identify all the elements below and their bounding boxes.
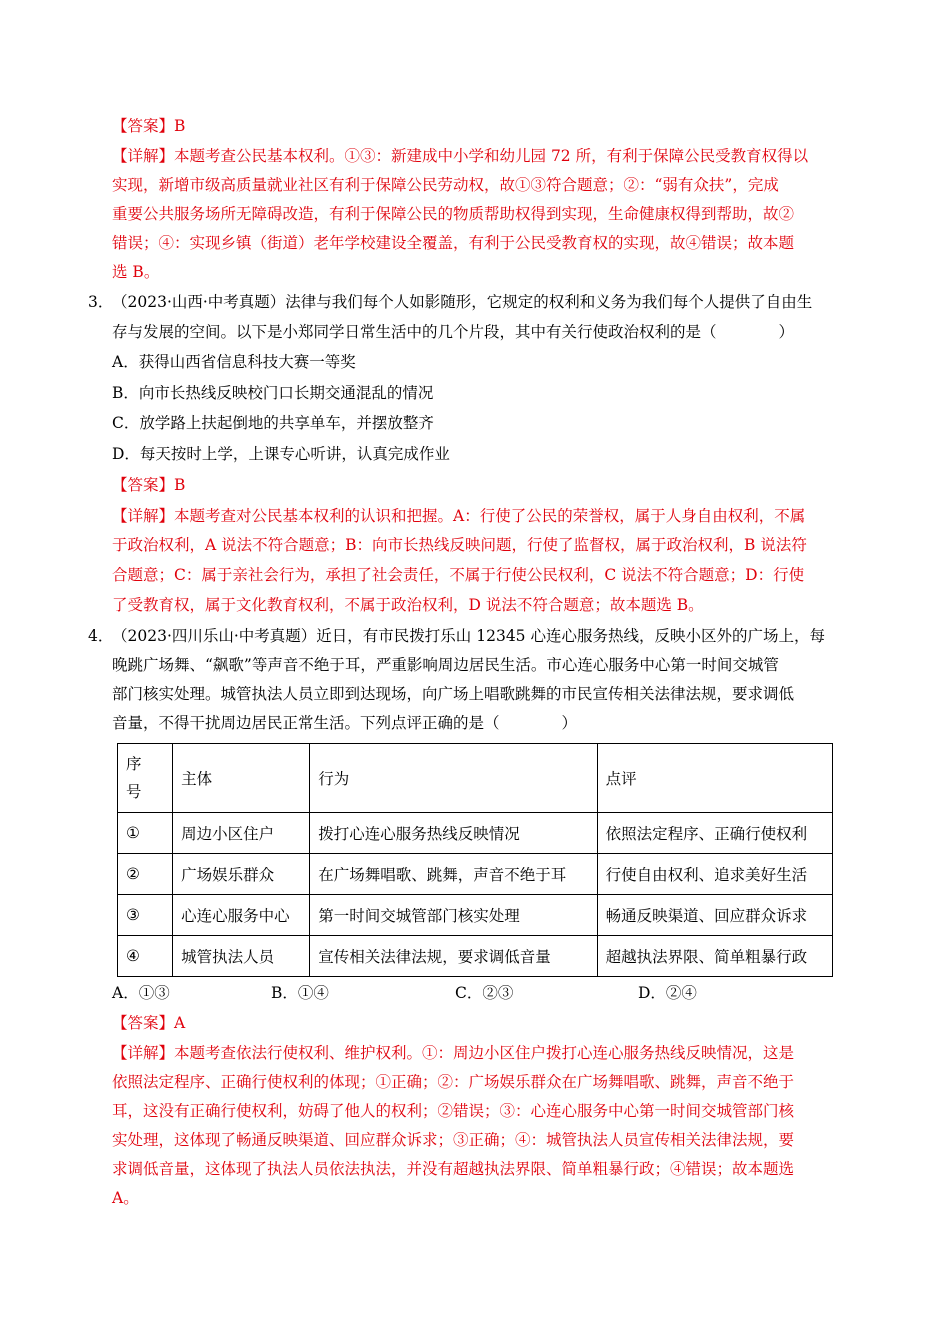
- detail-text: 本题考查依法行使权利、维护权利。①：周边小区住户拨打心连心服务热线反映情况，这是: [174, 1044, 795, 1062]
- header-index: [118, 744, 173, 813]
- q3-stem-line-2: 存与发展的空间。以下是小郑同学日常生活中的几个片段，其中有关行使政治权利的是（ ）: [112, 323, 795, 341]
- cell-comment: 畅通反映渠道、回应群众诉求: [597, 895, 832, 936]
- cell-index: ③: [118, 895, 173, 936]
- q2-detail-line-3: 重要公共服务场所无障碍改造，有利于保障公民的物质帮助权得到实现，生命健康权得到帮助，故②: [112, 205, 795, 223]
- detail-tag: 【详解】: [112, 1044, 175, 1062]
- q3-detail-line-1: [112, 505, 805, 527]
- q4-stem-line-1: （2023·四川乐山·中考真题）近日，有市民拨打乐山 12345 心连心服务热线，反映小区外的广场上，每: [112, 627, 825, 645]
- header-action: 行为: [310, 744, 597, 813]
- q4-detail-line-2: 依照法定程序、正确行使权利的体现；①正确；②：广场娱乐群众在广场舞唱歌、跳舞，声音不绝于: [112, 1073, 795, 1091]
- cell-index: ①: [118, 813, 173, 854]
- q4-detail-line-1: [112, 1042, 794, 1064]
- q4-answer: [112, 1012, 185, 1034]
- q4-option-d: D．②④: [638, 984, 697, 1002]
- q3-option-c: C．放学路上扶起倒地的共享单车，并摆放整齐: [112, 414, 434, 432]
- q3-stem-line-1: （2023·山西·中考真题）法律与我们每个人如影随形，它规定的权利和义务为我们每个人提供了自由生: [112, 293, 813, 311]
- table-row: [118, 813, 833, 854]
- table-header-row: [118, 744, 833, 813]
- cell-action: 拨打心连心服务热线反映情况: [310, 813, 597, 854]
- answer-tag: 【答案】: [112, 476, 175, 494]
- q3-detail-line-2: 于政治权利，A 说法不符合题意；B：向市长热线反映问题，行使了监督权，属于政治权利，B 说法符: [112, 536, 807, 554]
- cell-subject: 周边小区住户: [173, 813, 310, 854]
- q4-option-b: B．①④: [271, 984, 329, 1002]
- header-index-text: 序号: [126, 755, 142, 801]
- cell-comment: 超越执法界限、简单粗暴行政: [597, 936, 832, 977]
- q4-stem-line-4: 音量，不得干扰周边居民正常生活。下列点评正确的是（ ）: [112, 714, 578, 732]
- header-comment: 点评: [597, 744, 832, 813]
- q3-answer: [112, 474, 185, 496]
- q3-option-b: B．向市长热线反映校门口长期交通混乱的情况: [112, 384, 434, 402]
- cell-comment: 依照法定程序、正确行使权利: [597, 813, 832, 854]
- q2-detail-line-5: 选 B。: [112, 263, 160, 281]
- detail-tag: 【详解】: [112, 507, 175, 525]
- cell-comment: 行使自由权利、追求美好生活: [597, 854, 832, 895]
- detail-tag: 【详解】: [112, 147, 175, 165]
- cell-subject: 城管执法人员: [173, 936, 310, 977]
- q2-answer: [112, 115, 185, 137]
- q4-detail-line-4: 实处理，这体现了畅通反映渠道、回应群众诉求；③正确；④：城管执法人员宣传相关法律法规，要: [112, 1131, 795, 1149]
- q4-stem-line-2: 晚跳广场舞、“飙歌”等声音不绝于耳，严重影响周边居民生活。市心连心服务中心第一时间交城管: [112, 656, 779, 674]
- answer-tag: 【答案】: [112, 117, 175, 135]
- detail-text: 本题考查对公民基本权利的认识和把握。A：行使了公民的荣誉权，属于人身自由权利，不属: [174, 507, 806, 525]
- q4-detail-line-3: 耳，这没有正确行使权利，妨碍了他人的权利；②错误；③：心连心服务中心第一时间交城管部门核: [112, 1102, 795, 1120]
- cell-action: 宣传相关法律法规，要求调低音量: [310, 936, 597, 977]
- q4-table: [117, 743, 833, 977]
- q3-number: 3．: [88, 293, 114, 311]
- q4-stem-line-3: 部门核实处理。城管执法人员立即到达现场，向广场上唱歌跳舞的市民宣传相关法律法规，要求调低: [112, 685, 795, 703]
- cell-subject: 心连心服务中心: [173, 895, 310, 936]
- cell-action: 第一时间交城管部门核实处理: [310, 895, 597, 936]
- table-row: [118, 936, 833, 977]
- answer-value: A: [174, 1014, 186, 1032]
- q3-detail-line-3: 合题意；C：属于亲社会行为，承担了社会责任，不属于行使公民权利，C 说法不符合题意；D：行使: [112, 566, 805, 584]
- cell-index: ②: [118, 854, 173, 895]
- q4-option-a: A．①③: [112, 984, 170, 1002]
- q4-detail-line-6: A。: [112, 1189, 139, 1207]
- table-row: [118, 854, 833, 895]
- answer-value: B: [174, 117, 186, 135]
- table-row: [118, 895, 833, 936]
- q3-detail-line-4: 了受教育权，属于文化教育权利，不属于政治权利，D 说法不符合题意；故本题选 B。: [112, 596, 704, 614]
- answer-tag: 【答案】: [112, 1014, 175, 1032]
- cell-action: 在广场舞唱歌、跳舞，声音不绝于耳: [310, 854, 597, 895]
- q2-detail-line-4: 错误；④：实现乡镇（街道）老年学校建设全覆盖，有利于公民受教育权的实现，故④错误；故本题: [112, 234, 795, 252]
- q2-detail-line-1: [112, 145, 808, 167]
- q2-detail-line-2: 实现，新增市级高质量就业社区有利于保障公民劳动权，故①③符合题意；②：“弱有众扶”，完成: [112, 176, 779, 194]
- q4-option-c: C．②③: [455, 984, 514, 1002]
- cell-index: ④: [118, 936, 173, 977]
- q3-option-d: D．每天按时上学，上课专心听讲，认真完成作业: [112, 445, 450, 463]
- q3-option-a: A．获得山西省信息科技大赛一等奖: [112, 353, 356, 371]
- detail-text: 本题考查公民基本权利。①③：新建成中小学和幼儿园 72 所，有利于保障公民受教育权得以: [174, 147, 809, 165]
- q4-number: 4．: [88, 627, 114, 645]
- answer-value: B: [174, 476, 186, 494]
- header-subject: 主体: [173, 744, 310, 813]
- q4-detail-line-5: 求调低音量，这体现了执法人员依法执法，并没有超越执法界限、简单粗暴行政；④错误；故本题选: [112, 1160, 795, 1178]
- cell-subject: 广场娱乐群众: [173, 854, 310, 895]
